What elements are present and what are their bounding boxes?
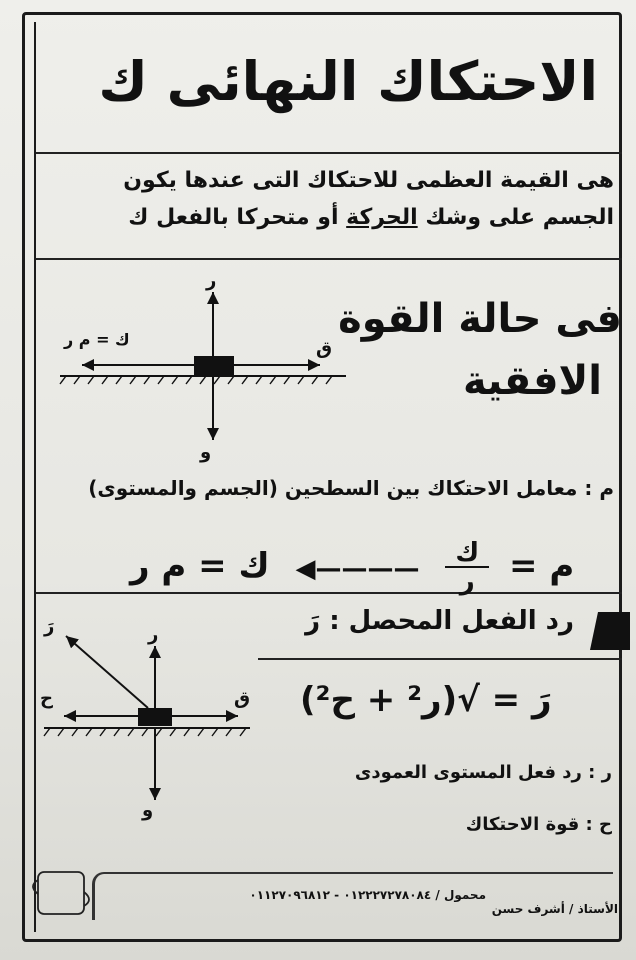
d1-friction-label: ك = م ر <box>64 330 130 349</box>
block-2 <box>138 708 172 726</box>
resultant-formula: رَ = √(ر² + ح²) <box>300 680 552 720</box>
surface-hatch-1 <box>60 376 332 384</box>
block-1 <box>194 356 234 376</box>
definition-line-1: هى القيمة العظمى للاحتكاك التى عندها يكون <box>123 168 614 193</box>
mu-definition: م : معامل الاحتكاك بين السطحين (الجسم والمستوى) <box>88 476 614 500</box>
d2-weight-label: و <box>142 800 154 821</box>
formula-arrow: ◀———— <box>295 553 420 584</box>
d2-resultant-label: رَ <box>44 616 55 637</box>
definition-underlined-word: الحركة <box>346 205 418 230</box>
fraction-top: ك <box>445 540 489 568</box>
symbol-h-definition: ح : قوة الاحتكاك <box>465 814 612 835</box>
scroll-icon <box>33 872 89 914</box>
d1-normal-label: ر <box>206 270 217 291</box>
teacher-name: الأستاذ / أشرف حسن <box>491 902 618 916</box>
horizontal-case-heading-2: الافقية <box>462 358 602 404</box>
resultant-heading: رد الفعل المحصل : رَ <box>305 606 574 636</box>
horizontal-case-heading-1: فى حالة القوة <box>338 296 622 342</box>
teacher-phones: محمول / ٠١٢٢٢٧٢٧٨٠٨٤ - ٠١١٢٧٠٩٦٨١٢ <box>249 888 486 902</box>
fraction-bottom: ر <box>459 566 475 596</box>
page-title: الاحتكاك النهائى ك <box>98 50 598 113</box>
d2-force-label: ق <box>234 688 251 709</box>
definition-line-2-a: الجسم على وشك <box>417 205 614 230</box>
d2-normal-label: ر <box>148 624 159 645</box>
d1-force-label: ق <box>316 338 333 359</box>
definition-line-2-b: أو متحركا بالفعل ك <box>128 205 347 230</box>
symbol-n-definition: ر : رد فعل المستوى العمودى <box>354 762 612 783</box>
resultant-reaction-diagram <box>44 636 250 800</box>
resultant-arrow <box>66 636 148 708</box>
formula-right-part: ك = م ر <box>130 545 270 586</box>
surface-hatch-2 <box>44 728 246 736</box>
d1-weight-label: و <box>200 442 212 463</box>
d2-friction-label: ح <box>40 688 53 709</box>
formula-left-part: م = <box>509 545 575 586</box>
horizontal-force-diagram <box>60 292 346 440</box>
